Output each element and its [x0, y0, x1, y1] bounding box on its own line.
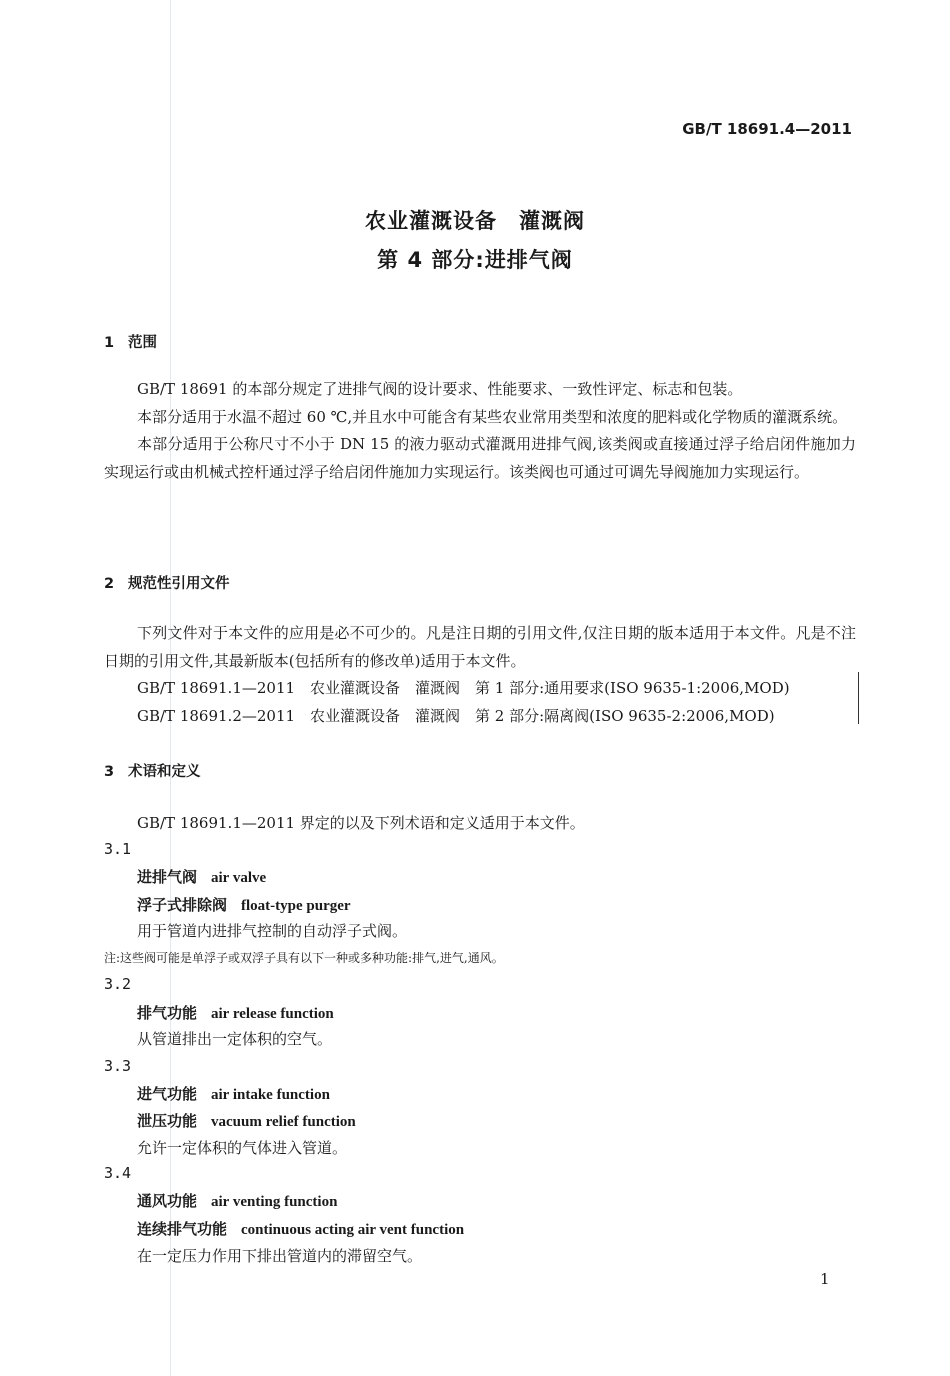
term-entry [137, 1083, 330, 1104]
term-en: air valve [211, 870, 267, 886]
section-2-body [104, 620, 856, 675]
paragraph: 本部分适用于水温不超过 60 ℃,并且水中可能含有某些农业常用类型和浓度的肥料或化学物质的灌溉系统。 [137, 407, 848, 426]
section-title: 术语和定义 [128, 764, 201, 780]
term-zh: 泄压功能 [137, 1112, 198, 1130]
section-number: 3 [104, 764, 115, 780]
section-number: 1 [104, 335, 115, 351]
term-synonym [137, 894, 351, 915]
term-definition: 在一定压力作用下排出管道内的滞留空气。 [137, 1247, 423, 1265]
term-en: float-type purger [241, 898, 351, 914]
section-number: 2 [104, 576, 115, 592]
term-en: air venting function [211, 1194, 338, 1210]
term-entry [137, 1002, 334, 1023]
term-number: 3.1 [104, 840, 132, 858]
revision-bar [858, 672, 859, 724]
section-2-heading [104, 572, 230, 593]
term-entry [137, 866, 266, 887]
paragraph: GB/T 18691 的本部分规定了进排气阀的设计要求、性能要求、一致性评定、标志和包装。 [137, 380, 743, 398]
page-number: 1 [820, 1270, 830, 1288]
term-number: 3.4 [104, 1164, 132, 1182]
paragraph: 本部分适用于公称尺寸不小于 DN 15 的液力驱动式灌溉用进排气阀,该类阀或直接通过浮子给启闭件施加力实现运行或由机械式控杆通过浮子给启闭件施加力实现运行。该类阀也可通过可调先导阀施加力实现运行。 [104, 435, 856, 481]
term-note: 注:这些阀可能是单浮子或双浮子具有以下一种或多种功能:排气,进气,通风。 [104, 951, 504, 965]
term-zh: 浮子式排除阀 [137, 896, 228, 914]
term-zh: 排气功能 [137, 1004, 198, 1022]
section-1-body [104, 376, 856, 486]
term-zh: 通风功能 [137, 1192, 198, 1210]
term-synonym [137, 1218, 464, 1239]
term-en: continuous acting air vent function [241, 1222, 465, 1238]
section-3-intro: GB/T 18691.1—2011 界定的以及下列术语和定义适用于本文件。 [137, 814, 585, 832]
reference-2: GB/T 18691.2—2011 农业灌溉设备 灌溉阀 第 2 部分:隔离阀(ISO 9635-2:2006,MOD) [137, 707, 775, 725]
section-title: 规范性引用文件 [128, 576, 230, 592]
term-zh: 进排气阀 [137, 868, 198, 886]
section-title: 范围 [128, 335, 157, 351]
term-number: 3.3 [104, 1057, 132, 1075]
paragraph: 下列文件对于本文件的应用是必不可少的。凡是注日期的引用文件,仅注日期的版本适用于本文件。凡是不注日期的引用文件,其最新版本(包括所有的修改单)适用于本文件。 [104, 624, 856, 670]
standard-code: GB/T 18691.4—2011 [682, 120, 852, 138]
term-definition: 用于管道内进排气控制的自动浮子式阀。 [137, 922, 408, 940]
term-zh: 连续排气功能 [137, 1220, 228, 1238]
term-number: 3.2 [104, 975, 132, 993]
section-1-heading [104, 331, 157, 352]
term-en: vacuum relief function [211, 1114, 356, 1130]
document-title: 农业灌溉设备 灌溉阀 [365, 209, 585, 233]
section-3-heading [104, 760, 201, 781]
term-en: air intake function [211, 1087, 330, 1103]
term-en: air release function [211, 1006, 334, 1022]
term-definition: 从管道排出一定体积的空气。 [137, 1030, 333, 1048]
term-entry [137, 1190, 337, 1211]
term-definition: 允许一定体积的气体进入管道。 [137, 1139, 348, 1157]
reference-1: GB/T 18691.1—2011 农业灌溉设备 灌溉阀 第 1 部分:通用要求(ISO 9635-1:2006,MOD) [137, 679, 790, 697]
document-subtitle: 第 4 部分:进排气阀 [377, 248, 573, 272]
term-synonym [137, 1110, 356, 1131]
term-zh: 进气功能 [137, 1085, 198, 1103]
